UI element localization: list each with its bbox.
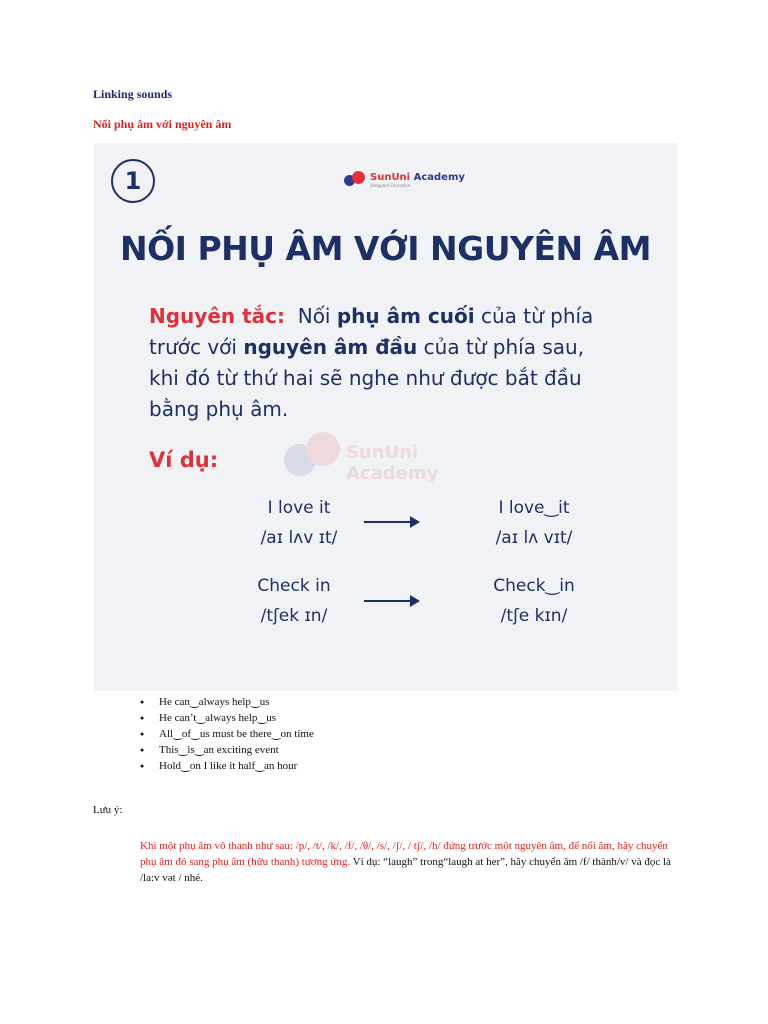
step-number-badge: 1	[111, 159, 155, 203]
logo-mark-icon	[344, 171, 366, 189]
example-2-left	[214, 571, 374, 631]
example-2-left-ipa: /tʃek ɪn/	[260, 606, 328, 626]
list-item: ● All‿of‿us must be there‿on time	[140, 726, 314, 742]
list-item: ● Hold‿on I like it half‿an hour	[140, 758, 314, 774]
example-2-right	[454, 571, 614, 631]
example-2-right-text: Check‿in	[493, 576, 575, 596]
example-2-left-text: Check in	[257, 576, 331, 596]
example-2-right-ipa: /tʃe kɪn/	[500, 606, 568, 626]
example-1-left	[224, 493, 374, 553]
logo-brand: SunUni	[370, 172, 411, 183]
document-subheading: Nối phụ âm với nguyên âm	[93, 117, 232, 131]
document-heading: Linking sounds	[93, 87, 173, 101]
example-1-left-text: I love it	[267, 498, 331, 518]
example-label: Ví dụ:	[149, 448, 219, 472]
rule-emphasis-d: nguyên âm đầu	[243, 335, 418, 359]
example-1-right	[454, 493, 614, 553]
rule-text-c: của từ phía trước với	[149, 304, 594, 359]
watermark-text: SunUni Academy	[346, 442, 439, 484]
sununi-logo	[344, 171, 465, 189]
note-paragraph	[140, 838, 676, 886]
example-1-right-text: I love‿it	[498, 498, 570, 518]
example-1-right-ipa: /aɪ lʌ vɪt/	[495, 528, 573, 548]
note-label: Lưu ý:	[93, 804, 123, 816]
card-title: NỐI PHỤ ÂM VỚI NGUYÊN ÂM	[120, 229, 651, 268]
rule-emphasis-b: phụ âm cuối	[336, 304, 475, 328]
example-1-left-ipa: /aɪ lʌv ɪt/	[260, 528, 338, 548]
logo-sub: Vanguard Education	[370, 183, 411, 188]
note-red-text: Khi một phụ âm vô thanh như sau: /p/, /t/, /k/, /f/, /θ/, /s/, /ʃ/, / tʃ/, /h/ đứng trước một nguyên âm, để nối âm, hãy chuyển phụ âm đó sang phụ âm (hữu thanh) tương ứng.	[140, 840, 668, 868]
logo-suffix: Academy	[413, 172, 465, 183]
list-item: ● He can’t‿always help‿us	[140, 710, 314, 726]
rule-label: Nguyên tắc:	[149, 304, 286, 328]
arrow-icon	[364, 600, 418, 602]
arrow-icon	[364, 521, 418, 523]
watermark-logo	[284, 426, 504, 486]
rule-text-a: Nối	[297, 304, 331, 328]
list-item: ● This‿is‿an exciting event	[140, 742, 314, 758]
lesson-image-card	[94, 143, 677, 691]
example-bullet-list	[140, 694, 314, 774]
note-black-text: Ví dụ: “laugh” trong“laugh at her”, hãy chuyển âm /f/ thành/v/ và đọc là /la:v vət / nhé.	[140, 856, 671, 884]
rule-paragraph	[149, 301, 619, 425]
rule-text-e: của từ phía sau, khi đó từ thứ hai sẽ nghe như được bắt đầu bằng phụ âm.	[149, 335, 585, 421]
list-item: ● He can‿always help‿us	[140, 694, 314, 710]
